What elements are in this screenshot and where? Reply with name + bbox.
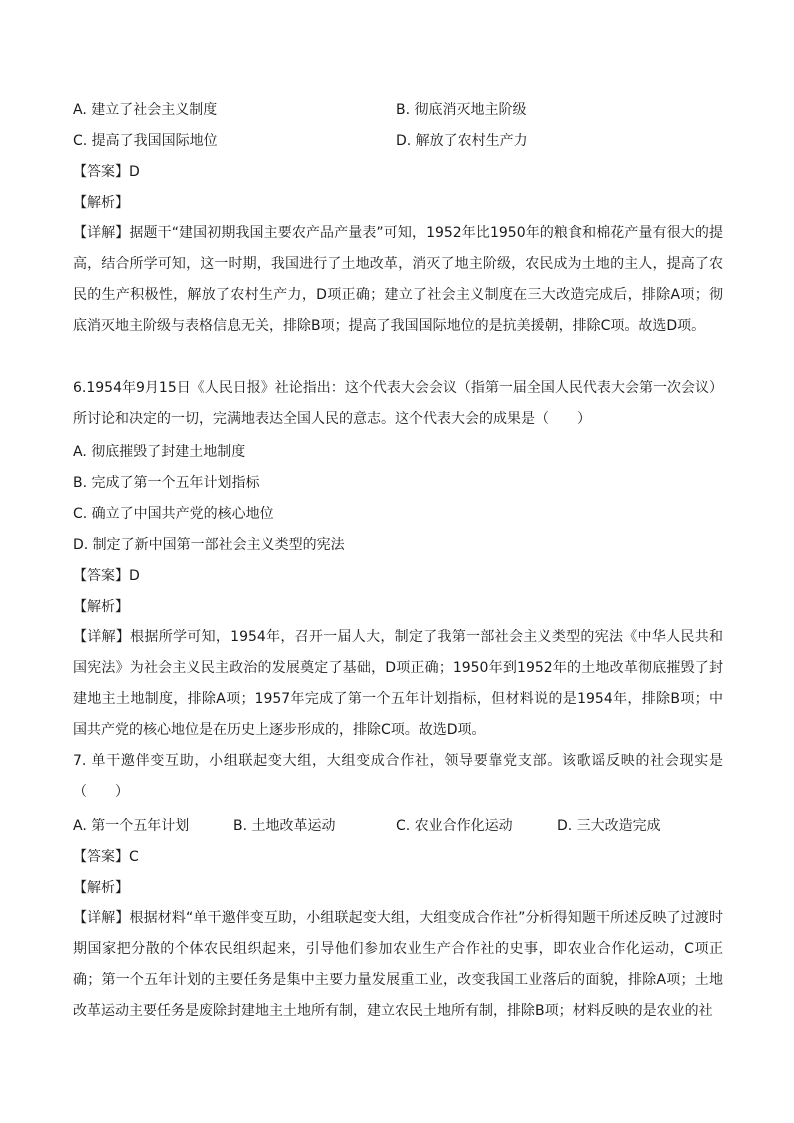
q7-option-c: C. 农业合作化运动	[396, 818, 513, 834]
q5-option-a: A. 建立了社会主义制度	[73, 102, 218, 118]
q5-answer: 【答案】D	[73, 164, 140, 180]
q5-option-b: B. 彻底消灭地主阶级	[396, 102, 527, 118]
q7-stem: 7. 单干邀伴变互助，小组联起变大组，大组变成合作社，领导要靠党支部。该歌谣反映的社会现实是（ ）	[73, 753, 723, 800]
q6-option-d: D. 制定了新中国第一部社会主义类型的宪法	[73, 537, 345, 553]
q7-option-a: A. 第一个五年计划	[73, 818, 190, 834]
q6-analysis-label: 【解析】	[73, 599, 129, 615]
q5-option-c: C. 提高了我国国际地位	[73, 133, 218, 149]
q6-detail: 【详解】根据所学可知，1954年，召开一届人大，制定了我第一部社会主义类型的宪法《中华人民共和国宪法》为社会主义民主政治的发展奠定了基础，D项正确；1950年到1952年的土地改革彻底摧毁了封建地主土地制度，排除A项；1957年完成了第一个五年计划指标，但材料说的是1954年，排除B项；中国共产党的核心地位是在历史上逐步形成的，排除C项。故选D项。	[73, 629, 723, 738]
q6-option-c: C. 确立了中国共产党的核心地位	[73, 506, 274, 522]
q7-option-b: B. 土地改革运动	[233, 818, 336, 834]
q5-option-d: D. 解放了农村生产力	[396, 133, 528, 149]
q7-detail: 【详解】根据材料“单干邀伴变互助，小组联起变大组，大组变成合作社”分析得知题干所述反映了过渡时期国家把分散的个体农民组织起来，引导他们参加农业生产合作社的史事，即农业合作化运动，C项正确；第一个五年计划的主要任务是集中主要力量发展重工业，改变我国工业落后的面貌，排除A项；土地改革运动主要任务是废除封建地主土地所有制，建立农民土地所有制，排除B项；材料反映的是农业的社	[73, 910, 723, 1019]
q7-analysis-label: 【解析】	[73, 880, 129, 896]
q6-option-a: A. 彻底摧毁了封建土地制度	[73, 444, 246, 460]
q6-answer: 【答案】D	[73, 568, 140, 584]
q7-answer: 【答案】C	[73, 849, 139, 865]
q7-option-d: D. 三大改造完成	[557, 818, 661, 834]
q6-option-b: B. 完成了第一个五年计划指标	[73, 475, 260, 491]
q5-analysis-label: 【解析】	[73, 195, 129, 211]
q5-detail: 【详解】据题干“建国初期我国主要农产品产量表”可知，1952年比1950年的粮食和棉花产量有很大的提高，结合所学可知，这一时期，我国进行了土地改革，消灭了地主阶级，农民成为土地的主人，提高了农民的生产积极性，解放了农村生产力，D项正确；建立了社会主义制度在三大改造完成后，排除A项；彻底消灭地主阶级与表格信息无关，排除B项；提高了我国国际地位的是抗美援朝，排除C项。故选D项。	[73, 225, 723, 334]
q6-stem: 6.1954年9月15日《人民日报》社论指出：这个代表大会会议（指第一届全国人民代表大会第一次会议）所讨论和决定的一切，完满地表达全国人民的意志。这个代表大会的成果是（ ）	[73, 380, 723, 427]
